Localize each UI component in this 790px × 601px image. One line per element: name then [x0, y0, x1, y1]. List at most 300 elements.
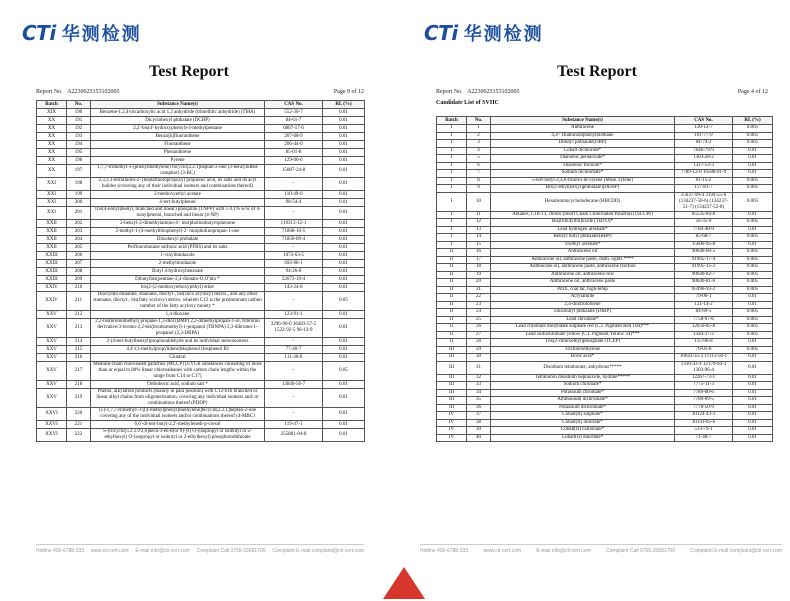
- table-cell: II: [437, 271, 467, 279]
- table-cell: 217: [67, 362, 91, 381]
- table-row: [37, 346, 365, 354]
- table-cell: 3296-90-0 36483-57-5 1522-92-5 96-13-9: [265, 319, 323, 338]
- table-cell: 6807-17-6: [265, 125, 323, 133]
- table-cell: 2-methoxyethyl acetate: [91, 191, 265, 199]
- table-cell: Medium-chain chlorinated paraffins (MCCP) [UVCB substances consisting of more than or equal to 80% linear chloroalkanes with carbon chain lengths within the range from C14 to C17]: [91, 362, 265, 381]
- footer-web: www.cti-cert.com: [90, 548, 129, 554]
- table-cell: Fluoranthene: [91, 141, 265, 149]
- table-cell: 0.01: [323, 236, 365, 244]
- column-header: RL (%): [733, 117, 773, 125]
- table-cell: 71-48-7: [675, 434, 733, 442]
- table-row: [37, 381, 365, 389]
- table-cell: 0.005: [733, 279, 773, 287]
- table-cell: III: [437, 354, 467, 362]
- table-cell: Tetraboron disodium heptaoxide, hydrate*****: [491, 374, 675, 382]
- table-cell: 1072-63-5: [265, 252, 323, 260]
- table-cell: XX: [37, 165, 67, 178]
- table-cell: 0.005: [733, 331, 773, 339]
- table-cell: 0.005: [733, 309, 773, 317]
- table-row: [37, 236, 365, 244]
- table-cell: XXII: [37, 244, 67, 252]
- table-cell: 0.01: [323, 319, 365, 338]
- table-cell: 40: [467, 434, 491, 442]
- table-cell: 35: [467, 397, 491, 405]
- table-cell: 0.005: [733, 192, 773, 211]
- table-cell: -: [265, 408, 323, 421]
- table-cell: 0.01: [733, 170, 773, 178]
- table-cell: Cobalt(II) carbonate*: [491, 427, 675, 435]
- column-header: CAS No.: [265, 101, 323, 109]
- table-cell: IV: [437, 434, 467, 442]
- table-row: [37, 260, 365, 268]
- table-cell: 200: [67, 199, 91, 207]
- section-heading: Candidate List of SVHC: [436, 100, 499, 106]
- table-cell: I: [437, 241, 467, 249]
- logo-cn-text: 华测检测: [463, 24, 544, 45]
- table-cell: 32: [467, 374, 491, 382]
- table-row: [37, 362, 365, 381]
- table-row: [37, 421, 365, 429]
- table-row: [437, 271, 773, 279]
- report-number: [36, 89, 120, 95]
- table-cell: II: [437, 309, 467, 317]
- table-cell: 0.01: [323, 354, 365, 362]
- table-cell: Potassium chromate*: [491, 389, 675, 397]
- table-cell: (±)-1,7,7-trimethyl-3-[(4-methylphenyl)methylene]bicyclo[2.2.1]heptan-2-one covering any of the individual isomers and/or combinations thereof (4-MBC): [91, 408, 265, 421]
- table-cell: Pitch, coal tar, high-temp: [491, 286, 675, 294]
- table-cell: 25637-99-4 3194-55-6 (134237-50-6) (134237-51-7) (134237-52-8): [675, 192, 733, 211]
- table-cell: 0.01: [733, 162, 773, 170]
- table-cell: XX: [37, 157, 67, 165]
- table-row: [37, 311, 365, 319]
- table-cell: 1,4-dioxane: [91, 311, 265, 319]
- table-cell: 36: [467, 404, 491, 412]
- table-cell: 220: [67, 408, 91, 421]
- table-row: [37, 141, 365, 149]
- table-cell: XXVI: [37, 408, 67, 421]
- table-cell: 0.01: [733, 412, 773, 420]
- table-cell: 0.01: [323, 260, 365, 268]
- table-cell: 0.01: [323, 191, 365, 199]
- column-header: No.: [467, 117, 491, 125]
- table-cell: I: [437, 185, 467, 193]
- table-cell: 15: [467, 241, 491, 249]
- table-cell: 1327-53-3: [675, 162, 733, 170]
- table-cell: XXIV: [37, 292, 67, 311]
- table-cell: III: [437, 361, 467, 374]
- table-cell: I: [437, 177, 467, 185]
- table-cell: 0.01: [323, 133, 365, 141]
- table-header: [437, 117, 773, 125]
- table-cell: 0.01: [323, 429, 365, 442]
- table-cell: XXI: [37, 207, 67, 220]
- table-cell: 90640-80-5: [675, 249, 733, 257]
- page-footer: [420, 548, 782, 554]
- table-cell: 218: [67, 381, 91, 389]
- table-cell: 7789-09-5: [675, 397, 733, 405]
- table-cell: Lead sulfochromate yellow (C.I. Pigment Yellow 34)***: [491, 331, 675, 339]
- footer-web: www.cti-cert.com: [483, 548, 522, 554]
- table-cell: 7758-97-6: [675, 316, 733, 324]
- table-header: [37, 101, 365, 109]
- table-cell: 39: [467, 427, 491, 435]
- table-cell: Cobalt dichloride*: [491, 147, 675, 155]
- table-cell: 3: [467, 140, 491, 148]
- page-footer: [36, 548, 364, 554]
- table-cell: IV: [437, 427, 467, 435]
- scroll-up-arrow-icon[interactable]: [383, 567, 425, 599]
- table-cell: 210: [67, 284, 91, 292]
- table-cell: 91995-15-2: [675, 264, 733, 272]
- table-cell: -: [265, 362, 323, 381]
- table-cell: I: [437, 125, 467, 133]
- table-cell: 0.005: [733, 286, 773, 294]
- table-row: [437, 374, 773, 382]
- footer-complaint: Complaint Call 0755-33681700: [606, 548, 675, 554]
- table-cell: 110-49-6: [265, 191, 323, 199]
- table-cell: Benzyl butyl phthalate(BBP): [491, 234, 675, 242]
- table-cell: 0.01: [733, 434, 773, 442]
- table-cell: Trichloroethylene: [491, 346, 675, 354]
- table-cell: 205: [67, 244, 91, 252]
- table-cell: 0.01: [323, 338, 365, 346]
- table-cell: IV: [437, 419, 467, 427]
- table-cell: 211: [67, 292, 91, 311]
- table-cell: 1303-28-2: [675, 155, 733, 163]
- table-cell: 0.01: [733, 147, 773, 155]
- table-cell: 0.01: [323, 276, 365, 284]
- table-row: [437, 419, 773, 427]
- table-cell: 119-47-1: [265, 421, 323, 429]
- table-cell: Disodium tetraborate, anhydrous*****: [491, 361, 675, 374]
- table-cell: 0.05: [323, 292, 365, 311]
- logo-cti-text: CTi: [22, 21, 56, 45]
- table-cell: Dibutyl phthalate(DBP): [491, 140, 675, 148]
- report-no-value: A2230625353102005: [67, 89, 120, 95]
- logo-cn-text: 华测检测: [61, 24, 142, 45]
- table-row: [437, 140, 773, 148]
- table-cell: 0.01: [323, 389, 365, 408]
- table-cell: 1344-37-2: [675, 331, 733, 339]
- table-cell: 22: [467, 294, 491, 302]
- table-row: [37, 191, 365, 199]
- table-cell: XX: [37, 141, 67, 149]
- table-row: [437, 226, 773, 234]
- table-cell: 204: [67, 236, 91, 244]
- table-cell: 0.005: [733, 177, 773, 185]
- table-cell: 11: [467, 211, 491, 219]
- table-cell: 0.01: [323, 207, 365, 220]
- table-row: [37, 284, 365, 292]
- table-row: [37, 117, 365, 125]
- table-cell: Diarsenic pentaoxide*: [491, 155, 675, 163]
- table-cell: Hexabromocyclododecane (HBCDD): [491, 192, 675, 211]
- report-number: [436, 89, 520, 95]
- table-cell: XXV: [37, 311, 67, 319]
- table-cell: 26: [467, 324, 491, 332]
- table-cell: -: [265, 207, 323, 220]
- table-cell: XXI: [37, 178, 67, 191]
- table-cell: XX: [37, 149, 67, 157]
- table-cell: 222: [67, 429, 91, 442]
- table-cell: 19: [467, 271, 491, 279]
- table-cell: 0.005: [733, 185, 773, 193]
- table-cell: 4-tert-butylphenol: [91, 199, 265, 207]
- table-cell: 2-methylimidazole: [91, 260, 265, 268]
- table-cell: Anthracene: [491, 125, 675, 133]
- table-cell: 0.01: [733, 374, 773, 382]
- table-cell: -: [265, 389, 323, 408]
- footer-complaint: Complaint Call 0755-33681700: [196, 548, 266, 554]
- table-cell: 0.005: [733, 316, 773, 324]
- table-row: [437, 185, 773, 193]
- table-cell: 0.01: [323, 252, 365, 260]
- substance-table-right: [436, 116, 773, 442]
- table-row: [437, 147, 773, 155]
- table-cell: 7784-40-9: [675, 226, 733, 234]
- table-cell: XXV: [37, 362, 67, 381]
- table-row: [437, 132, 773, 140]
- table-cell: 207: [67, 260, 91, 268]
- table-cell: II: [437, 286, 467, 294]
- table-cell: Pyrene: [91, 157, 265, 165]
- table-cell: 0.01: [733, 419, 773, 427]
- report-no-value: A2230625353102005: [467, 89, 520, 95]
- table-row: [437, 177, 773, 185]
- table-row: [437, 256, 773, 264]
- table-cell: 0.01: [323, 125, 365, 133]
- table-row: [437, 279, 773, 287]
- table-cell: 2,2'-bis(4'-hydroxyphenyl)-4-methylpentane: [91, 125, 265, 133]
- table-cell: I: [437, 155, 467, 163]
- table-cell: 12: [467, 219, 491, 227]
- table-cell: Dioctyltin dilaurate, stannane, dioctyl-, bis(coco acyloxy) derivs., and any other stannane, dioctyl-, bis(fatty acyloxy) derivs. wherein C12 is the predominant carbon number of the fatty acyloxy moiety *: [91, 292, 265, 311]
- table-row: [437, 354, 773, 362]
- table-row: [37, 157, 365, 165]
- table-cell: 101-77-9: [675, 132, 733, 140]
- column-header: Substance Name(s): [491, 117, 675, 125]
- table-cell: 0.01: [733, 211, 773, 219]
- table-cell: 31: [467, 361, 491, 374]
- table-cell: 206: [67, 252, 91, 260]
- table-cell: 129-00-0: [265, 157, 323, 165]
- table-cell: 6: [467, 162, 491, 170]
- table-cell: XXIII: [37, 276, 67, 284]
- table-cell: 196: [67, 157, 91, 165]
- table-cell: 0.01: [733, 354, 773, 362]
- table-row: [437, 125, 773, 133]
- report-no-label: Report No.: [36, 89, 63, 95]
- table-row: [437, 219, 773, 227]
- table-cell: I: [437, 226, 467, 234]
- table-row: [437, 294, 773, 302]
- table-cell: 1-vinylimidazole: [91, 252, 265, 260]
- table-cell: 0.01: [323, 421, 365, 429]
- table-cell: I: [437, 219, 467, 227]
- table-cell: 123-91-1: [265, 311, 323, 319]
- table-cell: 30: [467, 354, 491, 362]
- table-cell: 119313-12-1: [265, 220, 323, 228]
- table-cell: 0.01: [733, 397, 773, 405]
- table-cell: 0.01: [733, 404, 773, 412]
- table-cell: 24: [467, 309, 491, 317]
- table-row: [37, 165, 365, 178]
- table-cell: I: [437, 140, 467, 148]
- table-cell: 209: [67, 276, 91, 284]
- table-cell: 191: [67, 117, 91, 125]
- column-header: CAS No.: [675, 117, 733, 125]
- table-cell: 0.01: [323, 178, 365, 191]
- table-cell: 14: [467, 234, 491, 242]
- table-cell: XXVI: [37, 421, 67, 429]
- table-row: [437, 170, 773, 178]
- table-cell: 10141-05-6: [675, 419, 733, 427]
- table-cell: -: [265, 178, 323, 191]
- table-cell: 0.01: [323, 220, 365, 228]
- footer-hotline: Hotline 400-6788-333: [36, 548, 85, 554]
- table-cell: 79-01-6: [675, 346, 733, 354]
- table-cell: 213: [67, 319, 91, 338]
- table-cell: 9: [467, 185, 491, 193]
- logo-cti-text: CTi: [424, 21, 458, 45]
- table-cell: 20: [467, 279, 491, 287]
- table-cell: Glutaral: [91, 354, 265, 362]
- table-cell: 207-08-9: [265, 133, 323, 141]
- table-cell: 10124-43-3: [675, 412, 733, 420]
- table-cell: 214: [67, 338, 91, 346]
- table-cell: II: [437, 264, 467, 272]
- table-cell: 79-06-1: [675, 294, 733, 302]
- table-row: [37, 244, 365, 252]
- table-cell: II: [437, 249, 467, 257]
- table-row: [37, 125, 365, 133]
- table-cell: 121-14-2: [675, 301, 733, 309]
- table-cell: 27: [467, 331, 491, 339]
- table-cell: XXIII: [37, 268, 67, 276]
- table-cell: II: [437, 316, 467, 324]
- table-cell: 2,3,3,3-tetrafluoro-2- (heptafluoropropoxy) propionic acid, its salts and its acyl halides (covering any of their individual isomers and combinations thereof): [91, 178, 265, 191]
- table-cell: 25: [467, 316, 491, 324]
- table-cell: Benzo[k]fluoranthene: [91, 133, 265, 141]
- table-cell: 90640-82-7: [675, 271, 733, 279]
- table-cell: Anthracene oil, anthracene paste, distn. lights ****: [491, 256, 675, 264]
- table-row: [37, 133, 365, 141]
- table-cell: 0.01: [733, 382, 773, 390]
- table-cell: 7: [467, 170, 491, 178]
- table-cell: 208: [67, 268, 91, 276]
- table-cell: II: [437, 256, 467, 264]
- table-cell: 0.01: [323, 408, 365, 421]
- table-cell: Alkanes, C10-13, chloro (Short Chain Chlorinated Paraffins) (SCCPs): [491, 211, 675, 219]
- footer-email: E-mail info@cti-cert.com: [135, 548, 190, 554]
- table-row: [437, 346, 773, 354]
- table-cell: 0.01: [733, 226, 773, 234]
- table-cell: S-(tricyclo[5.2.1.0'2,6]deca-3-en-8(or 9)-yl) O-(isopropyl or isobutyl or 2-ethylhexyl) O-(isopropyl or isobutyl or 2-ethylhexyl) phosphorodithioate: [91, 429, 265, 442]
- table-cell: 7646-79-9: [675, 147, 733, 155]
- table-cell: 0.005: [733, 249, 773, 257]
- table-row: [37, 354, 365, 362]
- table-cell: 212: [67, 311, 91, 319]
- table-cell: 81-15-2: [675, 177, 733, 185]
- table-cell: 1,7,7-trimethyl-3-(phenylmethylene) bicyclo[2.2.1]heptan-2-one (3-benzylidene camphor) (3-BC): [91, 165, 265, 178]
- report-meta: [436, 89, 768, 95]
- page-title: Test Report: [149, 63, 229, 80]
- table-cell: 2-benzyl-2-dimethylamino-4'- morpholinobutyrophenone: [91, 220, 265, 228]
- table-row: [37, 109, 365, 117]
- table-cell: 117-81-7: [675, 185, 733, 193]
- table-cell: 2-methyl-1-(4-methylthiophenyl)-2- morpholinopropan-1-one: [91, 228, 265, 236]
- table-cell: Anthracene oil: [491, 249, 675, 257]
- table-cell: Cobalt(II) dinitrate*: [491, 419, 675, 427]
- table-row: [37, 429, 365, 442]
- page-indicator: Page 9 of 12: [333, 89, 364, 95]
- cti-logo: [424, 20, 544, 46]
- table-cell: XXVI: [37, 429, 67, 442]
- table-cell: XXV: [37, 354, 67, 362]
- table-cell: IV: [437, 412, 467, 420]
- table-cell: XXV: [37, 338, 67, 346]
- table-cell: Dicyclohexyl phthalate (DCHP): [91, 117, 265, 125]
- table-cell: 22673-19-4: [265, 276, 323, 284]
- table-cell: 2: [467, 132, 491, 140]
- table-cell: III: [437, 346, 467, 354]
- table-cell: 202: [67, 220, 91, 228]
- table-cell: XX: [37, 133, 67, 141]
- table-row: [37, 408, 365, 421]
- table-row: [437, 211, 773, 219]
- table-cell: 8: [467, 177, 491, 185]
- table-cell: 4: [467, 147, 491, 155]
- table-row: [437, 249, 773, 257]
- table-cell: 1: [467, 125, 491, 133]
- table-cell: 18: [467, 264, 491, 272]
- table-cell: 111-30-8: [265, 354, 323, 362]
- column-header: RL (%): [323, 101, 365, 109]
- table-row: [437, 234, 773, 242]
- table-cell: 0.005: [733, 125, 773, 133]
- table-cell: Benzene-1,2,4-tricarboxylic acid 1,2 anhydride (trimellitic anhydride) (TMA): [91, 109, 265, 117]
- table-row: [437, 309, 773, 317]
- table-cell: Phenanthrene: [91, 149, 265, 157]
- table-cell: XXIII: [37, 252, 67, 260]
- table-cell: Perfluorobutane sulfonic acid (PFBS) and its salts: [91, 244, 265, 252]
- table-cell: 0.01: [733, 389, 773, 397]
- table-cell: 71868-10-5: [265, 228, 323, 236]
- table-cell: 0.005: [733, 256, 773, 264]
- table-row: [37, 199, 365, 207]
- table-cell: Cobalt(II) diacetate*: [491, 434, 675, 442]
- table-cell: 84-74-2: [675, 140, 733, 148]
- table-cell: 65996-93-2: [675, 286, 733, 294]
- table-cell: I: [437, 192, 467, 211]
- column-header: Substance Name(s): [91, 101, 265, 109]
- table-cell: 120-12-7: [675, 125, 733, 133]
- table-row: [437, 434, 773, 442]
- table-cell: 4,4'- Diaminodiphenylmethane: [491, 132, 675, 140]
- table-cell: 4,4'-(1-methylpropylidene)bisphenol (bisphenol B): [91, 346, 265, 354]
- table-cell: 37: [467, 412, 491, 420]
- table-cell: 28: [467, 339, 491, 347]
- table-cell: 17: [467, 256, 491, 264]
- table-cell: 12267-73-1: [675, 374, 733, 382]
- table-cell: 513-79-1: [675, 427, 733, 435]
- table-cell: 98-54-4: [265, 199, 323, 207]
- table-cell: 115-96-8: [675, 339, 733, 347]
- table-cell: 71850-09-4: [265, 236, 323, 244]
- table-cell: 13: [467, 226, 491, 234]
- table-cell: XXV: [37, 319, 67, 338]
- table-row: [437, 427, 773, 435]
